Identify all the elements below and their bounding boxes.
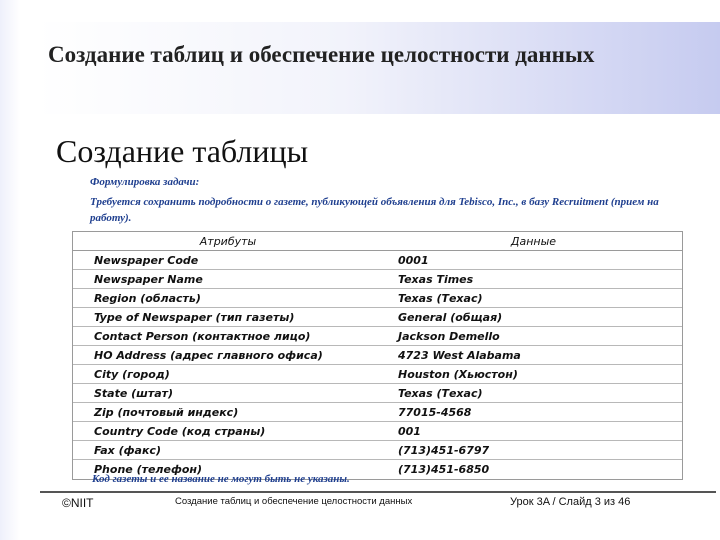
attribute-cell: Region (область)	[72, 289, 384, 308]
table-row	[72, 403, 683, 422]
attribute-cell: Contact Person (контактное лицо)	[72, 327, 384, 346]
table-row	[72, 327, 683, 346]
table-row	[72, 289, 683, 308]
attribute-cell: Newspaper Code	[72, 251, 384, 270]
column-header-attributes: Атрибуты	[72, 232, 384, 251]
footer-slide-number: Урок 3A / Слайд 3 из 46	[510, 496, 631, 508]
table-row	[72, 441, 683, 460]
value-cell: Texas Times	[384, 270, 683, 289]
value-cell: Texas (Техас)	[384, 289, 683, 308]
header-title: Создание таблиц и обеспечение целостности данных	[48, 42, 595, 67]
table-note: Код газеты и ее название не могут быть не указаны.	[92, 473, 350, 485]
task-text: Требуется сохранить подробности о газете, публикующей объявления для Tebisco, Inc., в базу Recruitment (прием на работу).	[90, 196, 659, 224]
attribute-cell: HO Address (адрес главного офиса)	[72, 346, 384, 365]
attribute-cell: Type of Newspaper (тип газеты)	[72, 308, 384, 327]
attribute-cell: Phone (телефон)	[94, 462, 203, 476]
value-cell: General (общая)	[384, 308, 683, 327]
attribute-cell: Country Code (код страны)	[72, 422, 384, 441]
newspaper-table	[72, 231, 683, 478]
left-decor-bar	[0, 0, 20, 540]
value-cell: Jackson Demello	[384, 327, 683, 346]
value-cell: Houston (Хьюстон)	[384, 365, 683, 384]
table-row	[72, 384, 683, 403]
footer-divider	[40, 491, 716, 493]
footer-copyright: ©NIIT	[62, 496, 94, 510]
attribute-cell: Fax (факс)	[72, 441, 384, 460]
table-row	[72, 346, 683, 365]
value-cell: (713)451-6797	[384, 441, 683, 460]
attribute-cell: Zip (почтовый индекс)	[72, 403, 384, 422]
table-row	[72, 251, 683, 270]
table-header-row	[72, 232, 683, 251]
value-cell: 77015-4568	[384, 403, 683, 422]
column-header-data: Данные	[384, 232, 683, 251]
value-cell: 001	[384, 422, 683, 441]
value-cell: 0001	[384, 251, 683, 270]
table-row	[72, 270, 683, 289]
value-cell: Texas (Техас)	[384, 384, 683, 403]
footer-course-title: Создание таблиц и обеспечение целостности данных	[175, 496, 413, 507]
task-heading: Формулировка задачи:	[90, 176, 200, 188]
table-row	[72, 422, 683, 441]
value-cell: 4723 West Alabama	[384, 346, 683, 365]
attribute-cell: State (штат)	[72, 384, 384, 403]
attribute-cell: City (город)	[72, 365, 384, 384]
table-row	[72, 365, 683, 384]
table-row	[72, 308, 683, 327]
value-cell: (713)451-6850	[398, 462, 490, 476]
attribute-cell: Newspaper Name	[72, 270, 384, 289]
slide-title: Создание таблицы	[56, 133, 309, 169]
